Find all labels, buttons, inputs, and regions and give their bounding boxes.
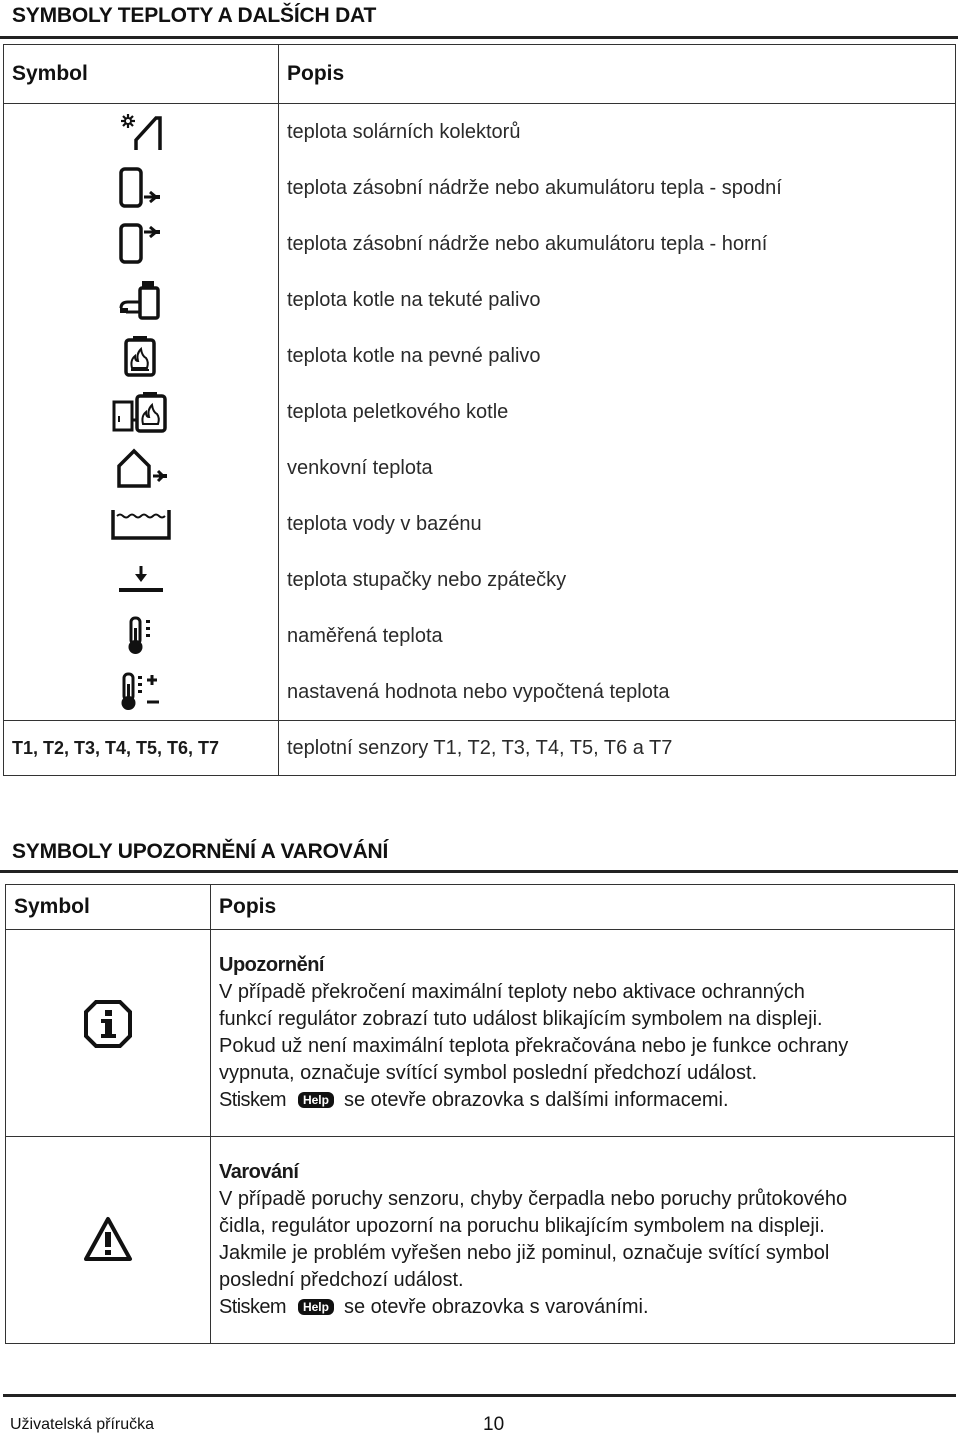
notice-line: vypnuta, označuje svítící symbol poslední předchozí událost.: [219, 1062, 758, 1084]
description-cell: teplota vody v bazénu: [279, 496, 956, 552]
press-label: Stiskem: [219, 1296, 286, 1318]
footer-manual-title: Uživatelská příručka: [10, 1416, 155, 1433]
description-cell: naměřená teplota: [279, 608, 956, 664]
warning-line: poslední předchozí událost.: [219, 1269, 464, 1291]
help-button[interactable]: Help: [298, 1092, 334, 1108]
sensors-description-cell: teplotní senzory T1, T2, T3, T4, T5, T6 a T7: [279, 721, 956, 776]
symbol-cell: [4, 664, 279, 721]
symbol-cell: [4, 384, 279, 440]
warning-line: Jakmile je problém vyřešen nebo již pominul, označuje svítící symbol: [219, 1242, 830, 1264]
warning-symbols-table: [5, 884, 955, 1344]
tank-top-icon: [116, 222, 166, 266]
footer-rule: [3, 1394, 956, 1397]
table-row: [4, 216, 956, 272]
description-cell: teplota peletkového kotle: [279, 384, 956, 440]
warning-paragraph: [219, 1159, 954, 1321]
table-row: [4, 328, 956, 384]
header-description: Popis: [211, 885, 955, 930]
help-button[interactable]: Help: [298, 1299, 334, 1315]
description-cell: teplota zásobní nádrže nebo akumulátoru tepla - spodní: [279, 160, 956, 216]
warning-line: čidla, regulátor upozorní na poruchu blikajícím symbolem na displeji.: [219, 1215, 825, 1237]
symbol-cell: [4, 440, 279, 496]
notice-help-line: [219, 1087, 954, 1114]
table-row: [4, 440, 956, 496]
description-cell: teplota stupačky nebo zpátečky: [279, 552, 956, 608]
table-row: [4, 160, 956, 216]
table-header-row: [6, 885, 955, 930]
table-row-notice: [6, 930, 955, 1137]
notice-line: Pokud už není maximální teplota překračována nebo je funkce ochrany: [219, 1035, 849, 1057]
header-description: Popis: [279, 45, 956, 104]
symbol-cell: [4, 608, 279, 664]
symbol-cell: [4, 552, 279, 608]
table-row: [4, 384, 956, 440]
table-row: [4, 104, 956, 161]
table-row-sensors: [4, 721, 956, 776]
header-symbol: Symbol: [6, 885, 211, 930]
warning-line: V případě poruchy senzoru, chyby čerpadla nebo poruchy průtokového: [219, 1188, 848, 1210]
description-cell: venkovní teplota: [279, 440, 956, 496]
symbol-cell: [4, 496, 279, 552]
warning-title: Varování: [219, 1161, 299, 1183]
oil-boiler-icon: [116, 278, 166, 322]
tank-bottom-icon: [116, 166, 166, 210]
header-symbol: Symbol: [4, 45, 279, 104]
symbol-cell: [4, 104, 279, 161]
symbol-cell: [4, 272, 279, 328]
solar-collector-icon: [116, 110, 166, 154]
symbol-cell: [6, 930, 211, 1137]
flow-return-icon: [113, 560, 169, 600]
info-icon: [82, 998, 134, 1050]
solid-fuel-boiler-icon: [116, 334, 166, 378]
pool-icon: [109, 504, 173, 544]
help-after-text: se otevře obrazovka s dalšími informacemi.: [343, 1089, 729, 1111]
house-outdoor-icon: [111, 446, 171, 490]
table-row: [4, 272, 956, 328]
description-cell: teplota zásobní nádrže nebo akumulátoru tepla - horní: [279, 216, 956, 272]
description-cell: nastavená hodnota nebo vypočtená teplota: [279, 664, 956, 721]
notice-line: V případě překročení maximální teploty nebo aktivace ochranných: [219, 981, 805, 1003]
table-row-warning: [6, 1137, 955, 1344]
help-after-text: se otevře obrazovka s varováními.: [343, 1296, 649, 1318]
table-row: [4, 608, 956, 664]
warning-help-line: [219, 1294, 954, 1321]
table-row: [4, 552, 956, 608]
symbol-cell: [4, 216, 279, 272]
warning-icon: [82, 1215, 134, 1265]
section-rule: [0, 36, 958, 39]
description-cell: teplota solárních kolektorů: [279, 104, 956, 161]
page-number: 10: [483, 1414, 505, 1435]
notice-line: funkcí regulátor zobrazí tuto událost blikajícím symbolem na displeji.: [219, 1008, 823, 1030]
section-title-temperature-symbols: SYMBOLY TEPLOTY A DALŠÍCH DAT: [12, 4, 377, 27]
notice-paragraph: [219, 952, 954, 1114]
temperature-symbols-table: [3, 44, 956, 776]
description-cell: teplota kotle na tekuté palivo: [279, 272, 956, 328]
pellet-boiler-icon: [111, 390, 171, 434]
table-header-row: [4, 45, 956, 104]
symbol-cell: [4, 328, 279, 384]
warning-description-cell: [211, 1137, 955, 1344]
table-row: [4, 664, 956, 721]
notice-description-cell: [211, 930, 955, 1137]
section-title-warnings: SYMBOLY UPOZORNĚNÍ A VAROVÁNÍ: [12, 840, 389, 863]
description-cell: teplota kotle na pevné palivo: [279, 328, 956, 384]
symbol-cell: [6, 1137, 211, 1344]
section-rule: [0, 870, 958, 873]
table-row: [4, 496, 956, 552]
notice-title: Upozornění: [219, 954, 324, 976]
sensors-symbol-cell: T1, T2, T3, T4, T5, T6, T7: [4, 721, 279, 776]
symbol-cell: [4, 160, 279, 216]
thermometer-setpoint-icon: [116, 670, 166, 714]
press-label: Stiskem: [219, 1089, 286, 1111]
thermometer-measured-icon: [121, 614, 161, 658]
